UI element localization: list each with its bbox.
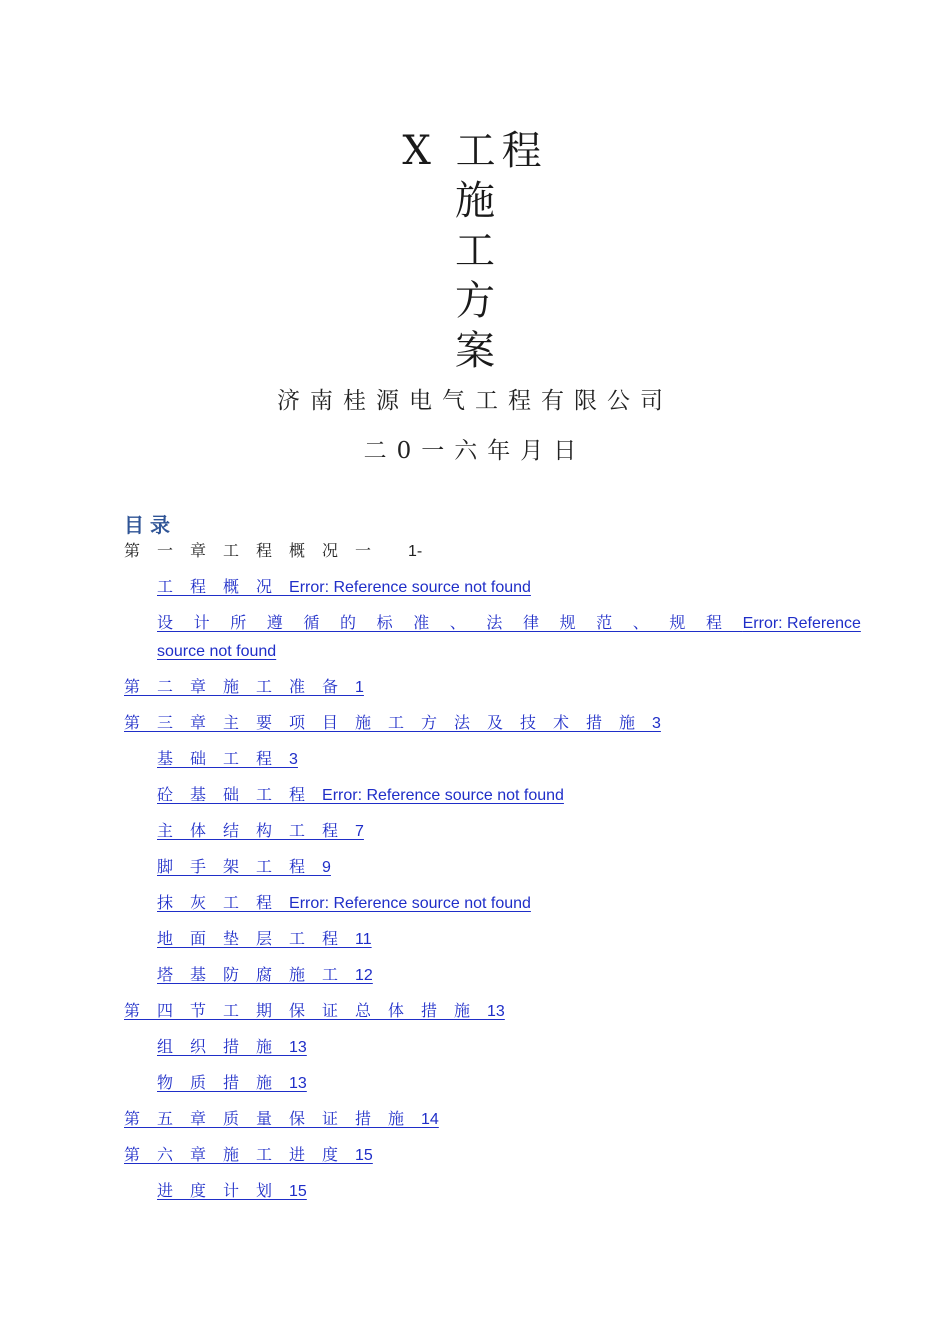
toc-entry-link[interactable]: [157, 964, 373, 987]
toc-entry-link[interactable]: [157, 612, 861, 635]
toc-entry-page: Error: Reference: [742, 615, 861, 632]
toc-entry-link[interactable]: [157, 820, 364, 843]
toc-entry-page: 14: [421, 1111, 439, 1128]
toc-entry-link[interactable]: [124, 1000, 505, 1023]
toc-entry-link[interactable]: [157, 784, 564, 807]
toc-entry-text: 第四节工期保证总体措施: [124, 1001, 488, 1020]
toc-entry-link[interactable]: [157, 1180, 307, 1203]
document-date: 二0一六年月日: [363, 438, 587, 464]
toc-entry-link[interactable]: [157, 928, 372, 951]
toc-entry-link[interactable]: [157, 892, 531, 915]
toc-entry-text: 第六章施工进度: [124, 1145, 356, 1164]
toc-heading: 目录: [124, 513, 176, 537]
toc-entry-page: 13: [289, 1075, 307, 1092]
document-title-line-3: 工: [455, 228, 495, 274]
toc-entry-text: 进度计划: [157, 1181, 290, 1200]
toc-entry-page: 7: [355, 823, 364, 840]
toc-entry-link[interactable]: [124, 676, 364, 699]
toc-entry-text: 塔基防腐施工: [157, 965, 356, 984]
toc-entry-text: 第五章质量保证措施: [124, 1109, 422, 1128]
toc-entry-page: 1: [355, 679, 364, 696]
toc-entry-text: 砼基础工程: [157, 785, 323, 804]
toc-entry-text: 第二章施工准备: [124, 677, 356, 696]
toc-entry-chapter-1: [124, 540, 422, 563]
toc-entry-link-continued[interactable]: [140, 640, 288, 663]
document-title-line-1: X 工程: [402, 128, 548, 174]
toc-entry-link[interactable]: [124, 1144, 373, 1167]
company-name: 济南桂源电气工程有限公司: [277, 388, 673, 414]
toc-entry-text: 物质措施: [157, 1073, 290, 1092]
document-title-line-5: 案: [455, 328, 495, 374]
toc-entry-page: 1-: [408, 543, 423, 560]
toc-entry-link[interactable]: [157, 1036, 307, 1059]
toc-entry-link[interactable]: [157, 856, 331, 879]
toc-entry-page: 12: [355, 967, 373, 984]
toc-entry-page: 3: [289, 751, 298, 768]
toc-entry-text: 抹灰工程: [157, 893, 290, 912]
toc-entry-link[interactable]: [157, 576, 531, 599]
toc-entry-page: Error: Reference source not found: [289, 579, 531, 596]
toc-entry-page: 11: [355, 931, 372, 948]
toc-entry-link[interactable]: [157, 748, 298, 771]
toc-entry-link[interactable]: [157, 1072, 307, 1095]
toc-entry-page: 13: [487, 1003, 505, 1020]
document-title-line-2: 施: [455, 178, 495, 224]
toc-entry-page: 9: [322, 859, 331, 876]
toc-entry-page: Error: Reference source not found: [322, 787, 564, 804]
toc-entry-page-continued: source not found: [157, 643, 277, 660]
toc-entry-link[interactable]: [124, 712, 661, 735]
toc-entry-page: 13: [289, 1039, 307, 1056]
toc-entry-page: 15: [355, 1147, 373, 1164]
toc-entry-text: 第一章工程概况一: [124, 541, 389, 560]
toc-entry-text: 设计所遵循的标准、法律规范、规程: [157, 613, 743, 632]
toc-entry-text: 地面垫层工程: [157, 929, 356, 948]
toc-entry-text: 主体结构工程: [157, 821, 356, 840]
toc-entry-text: 工程概况: [157, 577, 290, 596]
toc-entry-link[interactable]: [124, 1108, 439, 1131]
document-title-line-4: 方: [455, 278, 495, 324]
toc-entry-text: 第三章主要项目施工方法及技术措施: [124, 713, 653, 732]
toc-entry-text: 组织措施: [157, 1037, 290, 1056]
toc-entry-text: 脚手架工程: [157, 857, 323, 876]
toc-entry-page: 3: [652, 715, 661, 732]
toc-entry-page: Error: Reference source not found: [289, 895, 531, 912]
toc-entry-page: 15: [289, 1183, 307, 1200]
toc-entry-text: 基础工程: [157, 749, 290, 768]
